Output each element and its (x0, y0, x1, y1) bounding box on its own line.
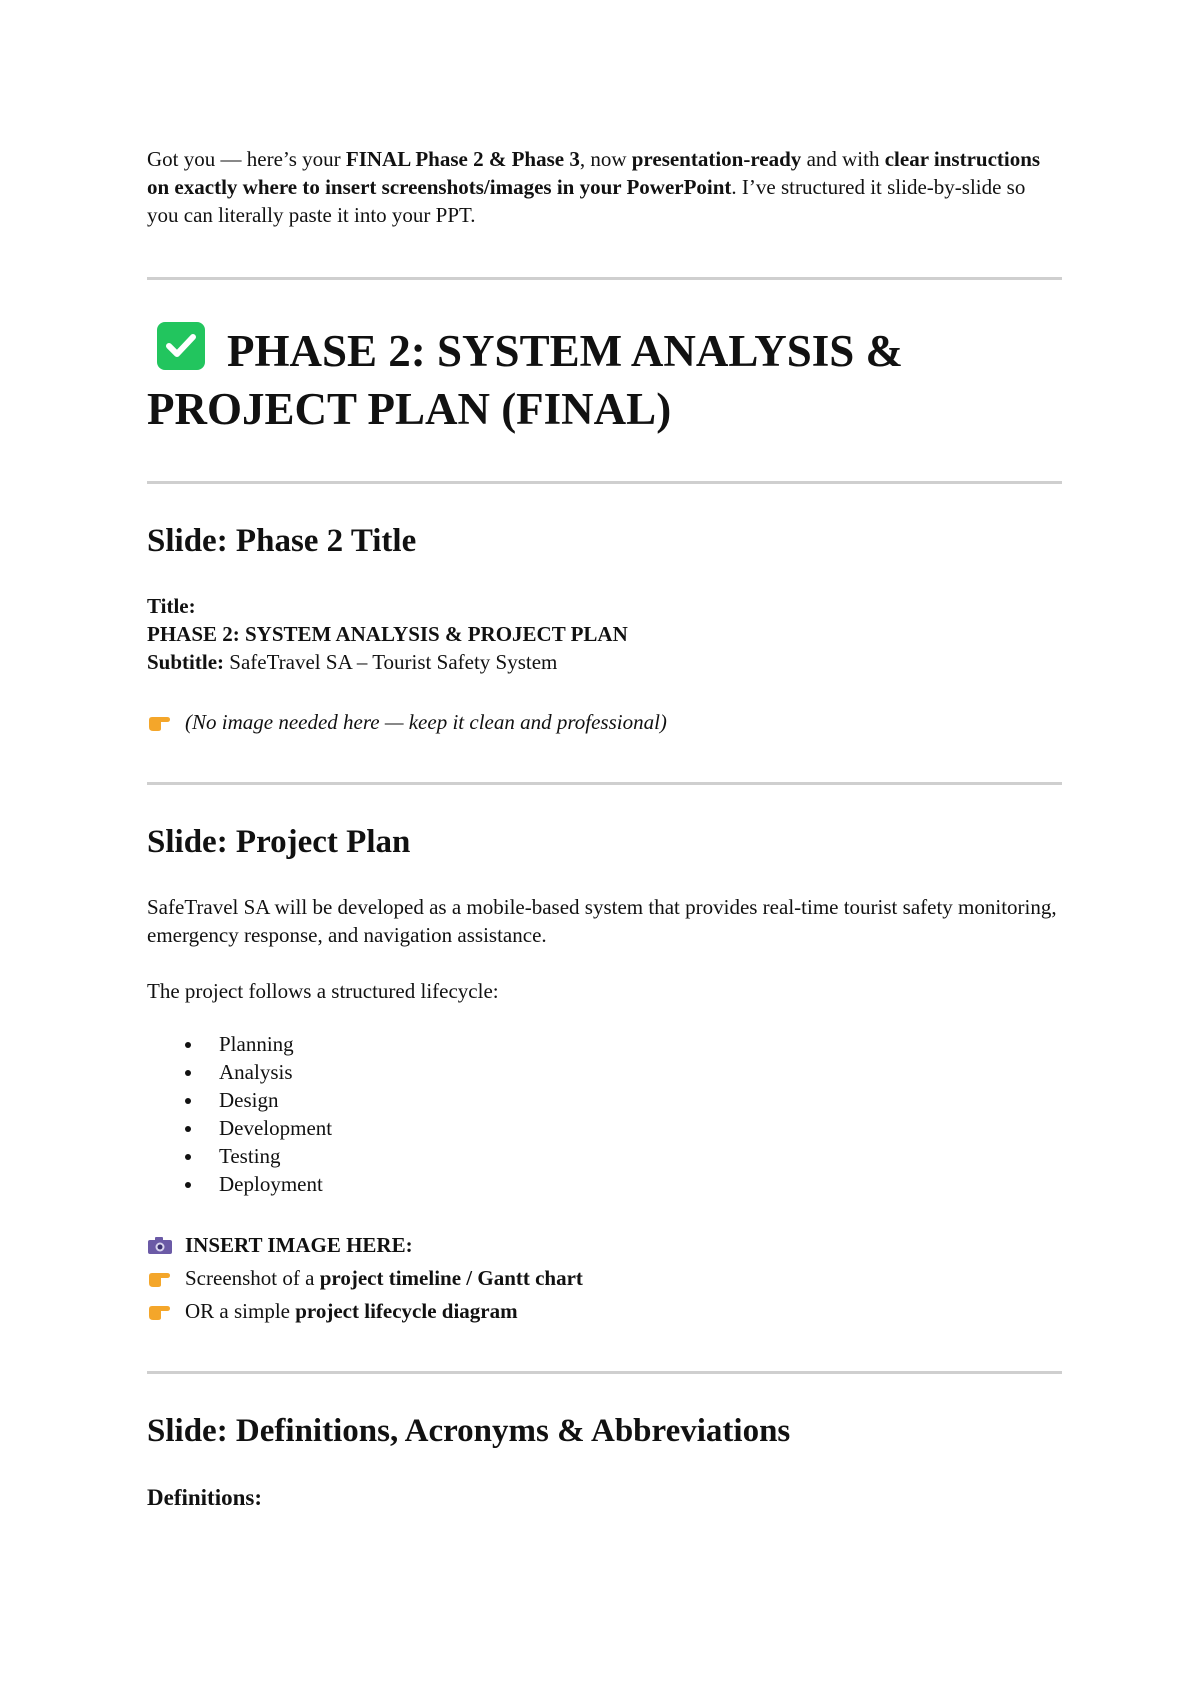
list-item: Testing (219, 1142, 332, 1170)
definitions-label (147, 1484, 1062, 1512)
slide-heading-phase2-title: Slide: Phase 2 Title (147, 523, 417, 559)
no-image-note-text: (No image needed here — keep it clean and professional) (185, 710, 667, 734)
option-text: Screenshot of a (185, 1266, 320, 1290)
slide-heading-definitions: Slide: Definitions, Acronyms & Abbreviations (147, 1413, 791, 1449)
option-bold: project timeline / Gantt chart (319, 1266, 583, 1290)
list-item: Analysis (219, 1058, 332, 1086)
title-value: PHASE 2: SYSTEM ANALYSIS & PROJECT PLAN (147, 622, 628, 646)
lifecycle-intro: The project follows a structured lifecycle: (147, 979, 499, 1003)
phase-heading-text: PHASE 2: SYSTEM ANALYSIS & PROJECT PLAN (FINAL) (147, 326, 904, 434)
pointing-hand-icon (147, 1300, 173, 1320)
intro-bold-phases: FINAL Phase 2 & Phase 3 (345, 147, 580, 171)
definitions-label-text: Definitions: (147, 1485, 262, 1510)
list-item: Design (219, 1086, 332, 1114)
list-item: Development (219, 1116, 333, 1140)
lifecycle-list (147, 1030, 332, 1198)
divider (147, 1371, 1062, 1374)
option-text: OR a simple (185, 1299, 296, 1323)
option-bold: project lifecycle diagram (295, 1299, 518, 1323)
subtitle-label: Subtitle: (147, 650, 225, 674)
list-item: Deployment (219, 1170, 332, 1198)
subtitle-value: SafeTravel SA – Tourist Safety System (224, 650, 558, 674)
intro-text: and with (801, 147, 885, 171)
slide-title-block (147, 592, 1062, 676)
intro-text: , now (579, 147, 632, 171)
list-item: Planning (219, 1030, 332, 1058)
pointing-hand-icon (147, 1267, 173, 1287)
insert-image-label (147, 1231, 1062, 1259)
insert-image-text: INSERT IMAGE HERE: (185, 1233, 413, 1257)
intro-bold-ready: presentation-ready (631, 147, 802, 171)
intro-text: Got you — here’s your (147, 147, 346, 171)
title-label: Title: (147, 594, 196, 618)
intro-bold-instructions: clear instructions on exactly where to insert screenshots/images in your PowerPoint (147, 147, 1041, 199)
pointing-hand-icon (147, 711, 173, 731)
divider (147, 277, 1062, 280)
intro-text: . I’ve structured it slide-by-slide so you can literally paste it into your PPT. (147, 175, 1026, 227)
intro-paragraph (147, 145, 1062, 229)
no-image-note (147, 708, 1062, 736)
divider (147, 782, 1062, 785)
divider (147, 481, 1062, 484)
check-mark-icon (157, 322, 205, 370)
camera-icon (147, 1234, 173, 1254)
phase-heading (147, 322, 1062, 438)
image-option-diagram (147, 1297, 1062, 1325)
project-description: SafeTravel SA will be developed as a mobile-based system that provides real-time tourist safety monitoring, emergency response, and navigation assistance. (147, 895, 1057, 947)
slide-heading-project-plan: Slide: Project Plan (147, 824, 411, 860)
image-option-timeline (147, 1264, 1062, 1292)
